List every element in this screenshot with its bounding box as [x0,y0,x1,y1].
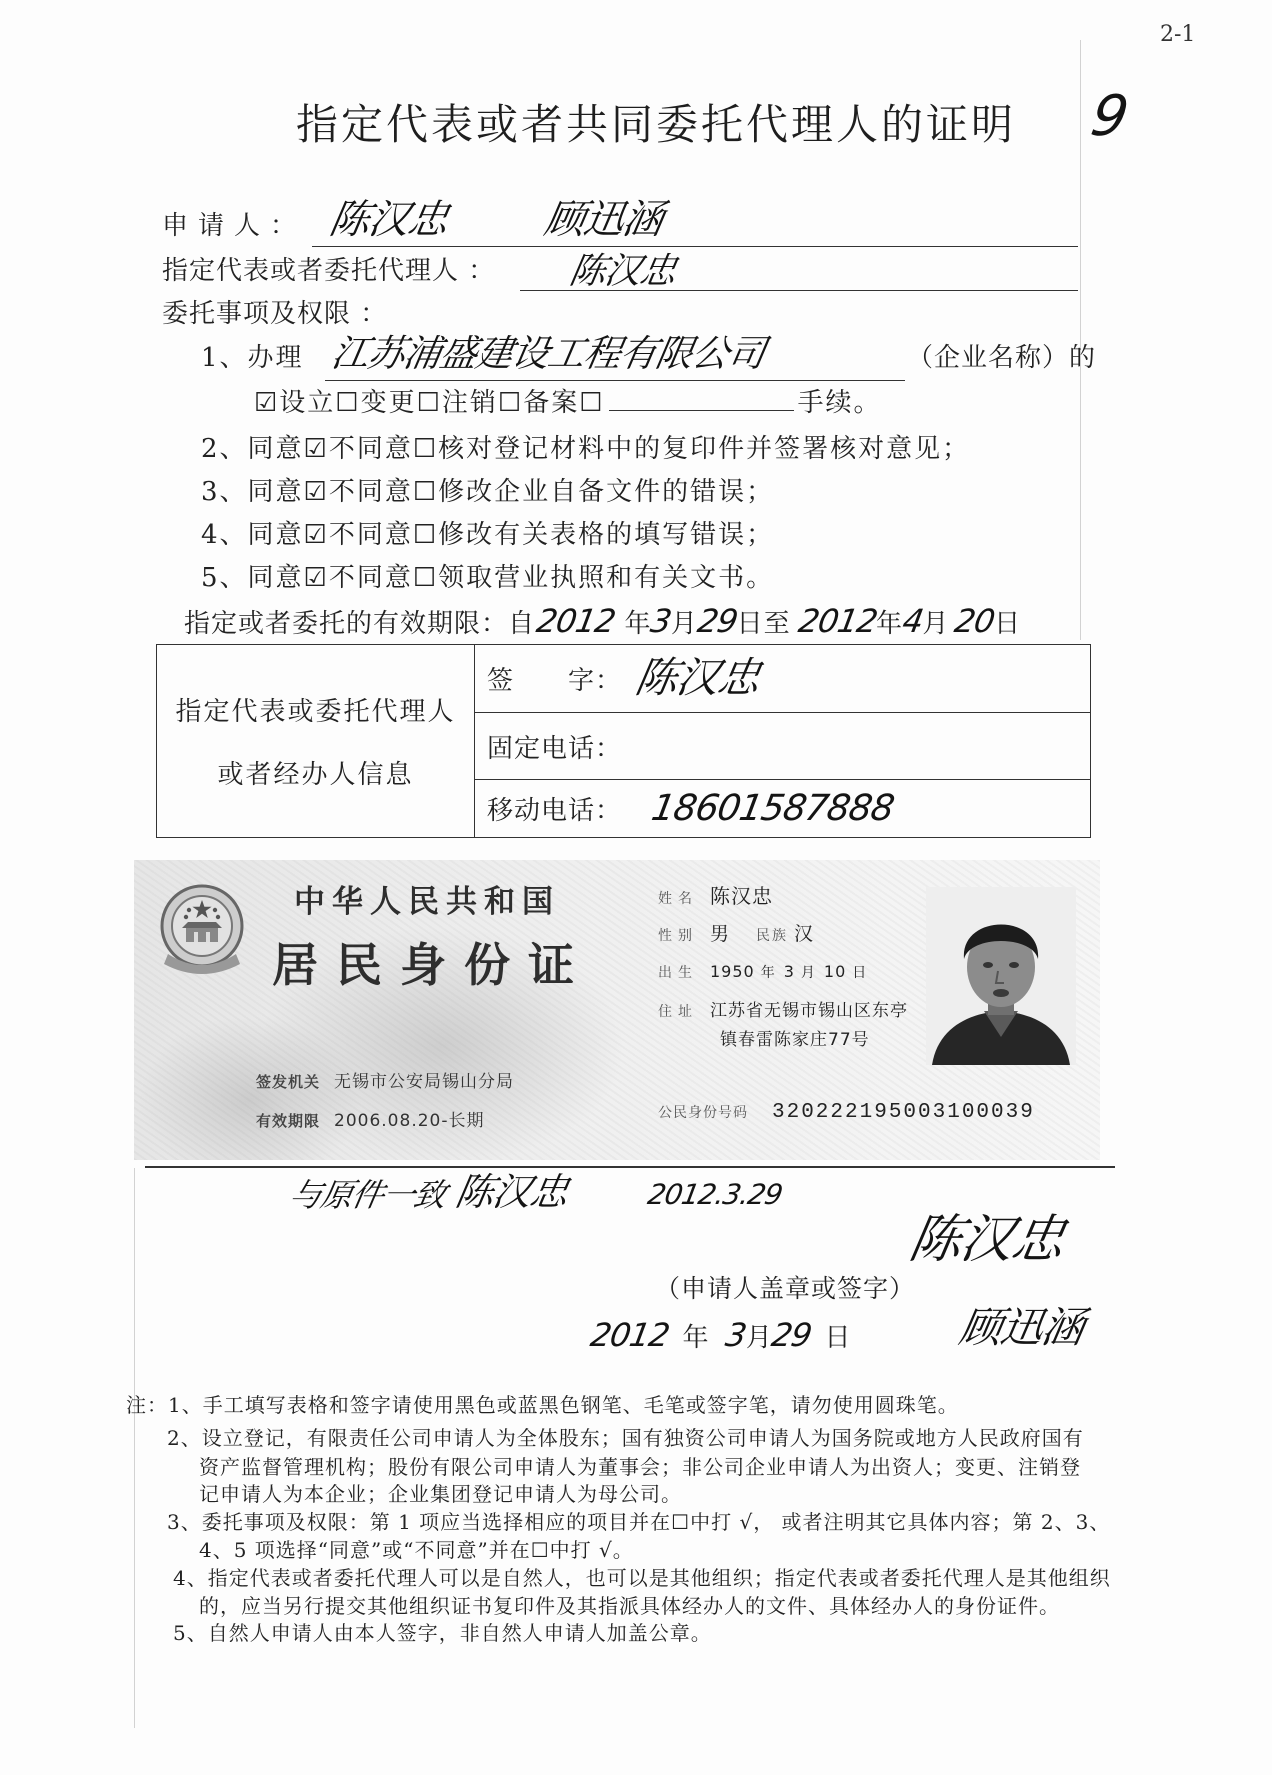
signature-label: （申请人盖章或签字） [655,1274,916,1303]
id-validity: 2006.08.20-长期 [334,1111,485,1131]
id-card-copy [134,860,1100,1160]
signature-date [587,1316,851,1354]
id-address-line-1: 江苏省无锡市锡山区东亭 [710,1001,908,1021]
id-card-title: 居民身份证 [272,938,592,992]
id-address-line-2: 镇春雷陈家庄77号 [720,1030,870,1050]
note-line: 的，应当另行提交其他组织证书复印件及其指派具体经办人的文件、具体经办人的身份证件。 [199,1594,1060,1618]
note-line: 4、指定代表或者委托代理人可以是自然人，也可以是其他组织；指定代表或者委托代理人是其他组织 [173,1566,1111,1590]
national-emblem-icon [156,880,248,984]
id-sex-label: 性别 [658,928,698,944]
validity-label: 指定或者委托的有效期限：自 [184,609,536,639]
item-1-prefix: 1、办理 [201,343,304,373]
validity-period [184,604,1021,640]
mobile-value: 18601587888 [648,787,897,829]
authorization-item-2: 2、同意☑不同意☐核对登记材料中的复印件并签署核对意见； [201,434,971,464]
id-name-label: 姓名 [658,891,698,907]
representative-name: 陈汉忠 [566,251,679,292]
other-procedure-blank [609,389,794,411]
note-line: 资产监督管理机构；股份有限公司申请人为董事会；非公司企业申请人为出资人；变更、注销登 [199,1455,1081,1479]
page-number: 2-1 [1160,22,1196,47]
copy-certification-text: 与原件一致 [286,1176,449,1214]
note-line: 记申请人为本企业；企业集团登记申请人为母公司。 [199,1482,682,1506]
registration-checkboxes: ☑设立☐变更☐注销☐备案☐ [254,388,605,418]
validity-start-day: 29 [694,602,741,640]
authorization-item-3: 3、同意☑不同意☐修改企业自备文件的错误； [201,477,775,507]
applicant-name-1: 陈汉忠 [325,197,452,243]
validity-to: 至 [763,609,791,639]
validity-end-month: 4 [899,602,926,640]
procedure-tail: 手续。 [797,388,882,418]
copy-certification-date: 2012.3.29 [645,1178,785,1211]
year-unit: 年 [682,1323,709,1353]
company-underline [325,380,905,381]
id-name: 陈汉忠 [710,884,773,908]
validity-end-year: 2012 [795,602,880,640]
id-issuer-label: 签发机关 [256,1073,321,1091]
id-validity-row [256,1111,485,1131]
copy-certification-signer: 陈汉忠 [452,1170,572,1214]
mobile-label: 移动电话： [487,796,623,826]
id-card-country: 中华人民共和国 [294,884,560,920]
applicant-signature: 陈汉忠 [904,1210,1069,1270]
id-year-unit: 年 [760,965,776,981]
authorization-item-5: 5、同意☑不同意☐领取营业执照和有关文书。 [201,563,775,593]
id-birth-year: 1950 [710,962,755,981]
validity-start-month: 3 [648,602,675,640]
year-unit: 年 [624,609,652,639]
id-month-unit: 月 [800,965,816,981]
scan-edge-line [1080,40,1081,640]
mobile-row [475,780,1090,837]
id-issuer: 无锡市公安局锡山分局 [334,1072,515,1092]
id-birth-day: 10 [823,962,847,981]
info-table-header-line-1: 指定代表或委托代理人 [175,697,456,727]
signature-value: 陈汉忠 [631,653,764,703]
id-address-label: 住址 [658,1004,698,1020]
id-ethnicity-label: 民族 [756,928,789,944]
id-birth-row [658,962,867,982]
id-photo [926,887,1076,1065]
signature-label: 签 字： [487,666,623,696]
representative-info-table [156,644,1091,838]
landline-row [475,713,1090,780]
id-sex: 男 [710,923,731,945]
info-table-header-line-2: 或者经办人信息 [217,760,414,790]
applicant-label: 申请人： [162,211,307,241]
signature-date-month: 3 [723,1316,750,1354]
info-table-header [157,645,475,837]
id-validity-label: 有效期限 [256,1112,321,1130]
registration-options [254,388,882,419]
month-unit: 月 [745,1323,772,1353]
co-applicant-signature: 顾迅涵 [955,1303,1088,1352]
id-number-row [658,1100,1035,1125]
scan-edge-line [134,1168,135,1728]
validity-start-year: 2012 [533,602,618,640]
applicant-name-2: 顾迅涵 [540,197,667,243]
authorization-item-4: 4、同意☑不同意☐修改有关表格的填写错误； [201,520,775,550]
handwritten-page-mark: 9 [1086,84,1133,149]
note-line: 3、委托事项及权限：第 1 项应当选择相应的项目并在☐中打 √， 或者注明其它具体内容；第 2、3、 [167,1510,1111,1534]
scan-divider-line [145,1166,1115,1168]
authorization-label: 委托事项及权限 ： [162,299,388,329]
id-birth-month: 3 [783,962,795,981]
id-sex-row [658,923,814,946]
year-unit: 年 [876,609,904,639]
representative-label: 指定代表或者委托代理人 ： [162,256,496,286]
id-issuer-row [256,1072,514,1092]
company-name: 江苏浦盛建设工程有限公司 [328,332,768,375]
signature-date-year: 2012 [587,1316,672,1354]
day-unit: 日 [736,609,764,639]
note-line: 注：1、手工填写表格和签字请使用黑色或蓝黑色钢笔、毛笔或签字笔，请勿使用圆珠笔。 [126,1393,959,1417]
company-suffix: （企业名称）的 [907,343,1097,373]
month-unit: 月 [670,609,698,639]
id-ethnicity: 汉 [794,923,815,945]
note-line: 5、自然人申请人由本人签字，非自然人申请人加盖公章。 [173,1621,712,1645]
day-unit: 日 [824,1323,851,1353]
validity-end-day: 20 [952,602,998,640]
signature-date-day: 29 [768,1316,815,1354]
id-address-row [658,1001,908,1021]
note-line: 2、设立登记，有限责任公司申请人为全体股东；国有独资公司申请人为国务院或地方人民政府国有 [167,1426,1084,1450]
note-line: 4、5 项选择“同意”或“不同意”并在☐中打 √。 [199,1538,634,1562]
day-unit: 日 [994,609,1022,639]
id-day-unit: 日 [852,965,868,981]
applicant-underline [312,246,1078,247]
id-number-label: 公民身份号码 [658,1105,748,1121]
id-name-row [658,884,773,908]
signature-row [475,645,1090,713]
id-birth-label: 出生 [658,965,698,981]
document-title: 指定代表或者共同委托代理人的证明 [296,100,1017,149]
month-unit: 月 [922,609,950,639]
landline-label: 固定电话： [487,733,623,764]
id-number: 320222195003100039 [772,1101,1035,1124]
